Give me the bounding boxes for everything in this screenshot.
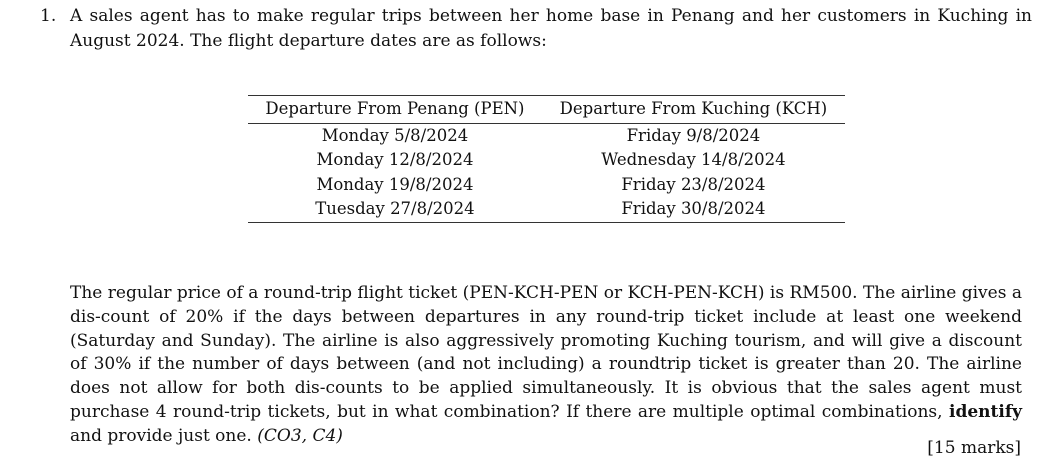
question-intro: A sales agent has to make regular trips between her home base in Penang and her customers in Kuching in August 2024. The flight departure dates are as follows:: [70, 6, 1032, 51]
kuching-departure: Friday 23/8/2024: [621, 174, 766, 194]
emphasis-identify: identify: [948, 401, 1023, 422]
penang-departure: Monday 19/8/2024: [316, 174, 474, 194]
header-penang: Departure From Penang (PEN): [265, 99, 525, 118]
flight-departure-table: [248, 95, 845, 223]
table-header-row: [248, 96, 845, 124]
question-number: 1.: [40, 6, 57, 26]
table-row: [248, 173, 845, 198]
penang-departure: Monday 5/8/2024: [321, 125, 469, 145]
course-outcome: (CO3, C4): [257, 425, 343, 446]
penang-departure: Monday 12/8/2024: [316, 150, 474, 169]
table-row: [248, 197, 845, 222]
question-body-text: The regular price of a round-trip flight ticket (PEN-KCH-PEN or KCH-PEN-KCH) is RM500. The airline gives a dis-count of 20% if the days between departures in any round-trip ticket include at least one weekend (Saturday and Sunday). The airline is also aggressively promoting Kuching tourism, and will give a discount of 30% if the number of days between (and not including) a roundtrip ticket is greater than 20. The airline does not allow for both dis-counts to be applied simultaneously. It is obvious that the sales agent must purchase 4 round-trip tickets, but in what combination? If there are multiple optimal combinations,: [70, 283, 1022, 422]
table-row: [248, 148, 845, 173]
kuching-departure: Friday 30/8/2024: [621, 199, 766, 218]
penang-departure: Tuesday 27/8/2024: [315, 199, 475, 218]
question-body-ending: and provide just one.: [70, 425, 252, 446]
question-body: [70, 282, 1022, 449]
table-row: [248, 123, 845, 148]
marks-allocation: [15 marks]: [927, 438, 1021, 458]
header-kuching: Departure From Kuching (KCH): [559, 99, 828, 118]
kuching-departure: Wednesday 14/8/2024: [601, 150, 786, 169]
kuching-departure: Friday 9/8/2024: [626, 125, 761, 145]
